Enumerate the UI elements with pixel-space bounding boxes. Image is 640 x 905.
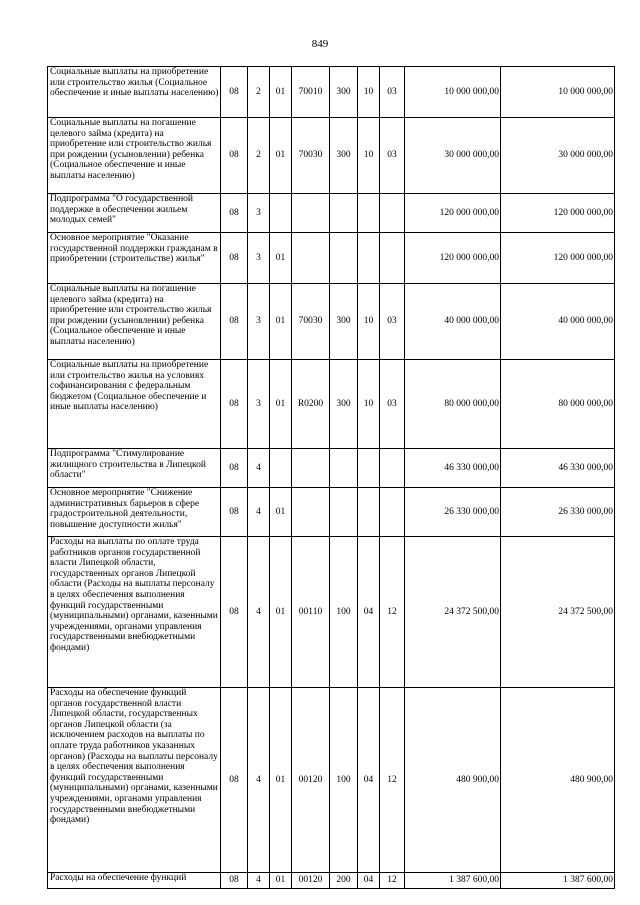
cell-amount-2: 26 330 000,00 <box>501 488 615 537</box>
cell-code-2: 4 <box>248 873 270 889</box>
cell-name: Социальные выплаты на погашение целевого займа (кредита) на приобретение или строительство жилья при рождении (усыновлении) ребенка (Социальное обеспечение и иные выплаты населению) <box>48 284 221 360</box>
cell-amount-2: 80 000 000,00 <box>501 360 615 449</box>
cell-name: Социальные выплаты на погашение целевого займа (кредита) на приобретение или строительство жилья при рождении (усыновлении) ребенка (Социальное обеспечение и иные выплаты населению) <box>48 118 221 194</box>
cell-name: Подпрограмма "Стимулирование жилищного строительства в Липецкой области" <box>48 449 221 488</box>
cell-code-5 <box>330 488 358 537</box>
cell-code-2: 2 <box>248 67 270 118</box>
cell-code-1: 08 <box>221 688 248 873</box>
cell-name: Расходы на обеспечение функций <box>48 873 221 889</box>
cell-code-7 <box>380 233 405 284</box>
cell-code-1: 08 <box>221 194 248 233</box>
cell-amount-2: 1 387 600,00 <box>501 873 615 889</box>
budget-table-body <box>48 67 615 889</box>
cell-code-5: 100 <box>330 537 358 688</box>
cell-code-6: 04 <box>358 873 380 889</box>
cell-code-2: 3 <box>248 360 270 449</box>
page-number: 849 <box>311 38 329 50</box>
cell-code-7 <box>380 488 405 537</box>
cell-amount-2: 480 900,00 <box>501 688 615 873</box>
cell-code-6: 10 <box>358 67 380 118</box>
cell-code-2: 3 <box>248 194 270 233</box>
cell-code-3: 01 <box>270 360 292 449</box>
cell-code-6: 10 <box>358 284 380 360</box>
cell-code-7: 03 <box>380 67 405 118</box>
cell-code-5: 300 <box>330 67 358 118</box>
cell-code-2: 4 <box>248 449 270 488</box>
cell-code-4 <box>292 194 330 233</box>
cell-code-3: 01 <box>270 488 292 537</box>
cell-code-1: 08 <box>221 449 248 488</box>
cell-amount-2: 46 330 000,00 <box>501 449 615 488</box>
table-row <box>48 360 615 449</box>
cell-code-5 <box>330 233 358 284</box>
cell-code-6 <box>358 449 380 488</box>
cell-code-3: 01 <box>270 233 292 284</box>
cell-code-3: 01 <box>270 537 292 688</box>
cell-amount-2: 10 000 000,00 <box>501 67 615 118</box>
cell-code-2: 4 <box>248 688 270 873</box>
cell-code-7 <box>380 194 405 233</box>
cell-code-7: 03 <box>380 118 405 194</box>
cell-amount-2: 40 000 000,00 <box>501 284 615 360</box>
cell-code-1: 08 <box>221 360 248 449</box>
cell-amount-1: 480 900,00 <box>405 688 501 873</box>
table-row <box>48 233 615 284</box>
cell-code-1: 08 <box>221 537 248 688</box>
cell-code-3: 01 <box>270 873 292 889</box>
cell-amount-1: 26 330 000,00 <box>405 488 501 537</box>
cell-code-3 <box>270 194 292 233</box>
cell-amount-1: 10 000 000,00 <box>405 67 501 118</box>
cell-code-6 <box>358 194 380 233</box>
cell-name: Расходы на обеспечение функций органов государственной власти Липецкой области, государственных органов Липецкой области (за исключением расходов на выплаты по оплате труда работников указанных органов) (Расходы на выплаты персоналу в целях обеспечения выполнения функций государственными (муниципальными) органами, казенными учреждениями, органами управления государственными внебюджетными фондами) <box>48 688 221 873</box>
table-row <box>48 194 615 233</box>
cell-name: Социальные выплаты на приобретение или строительство жилья (Социальное обеспечение и иные выплаты населению) <box>48 67 221 118</box>
cell-code-3: 01 <box>270 284 292 360</box>
cell-code-7 <box>380 449 405 488</box>
table-row <box>48 488 615 537</box>
cell-amount-1: 46 330 000,00 <box>405 449 501 488</box>
cell-name: Подпрограмма "О государственной поддержке в обеспечении жильем молодых семей" <box>48 194 221 233</box>
cell-code-3: 01 <box>270 118 292 194</box>
table-row <box>48 688 615 873</box>
cell-amount-2: 120 000 000,00 <box>501 233 615 284</box>
cell-code-6 <box>358 488 380 537</box>
cell-amount-2: 120 000 000,00 <box>501 194 615 233</box>
cell-amount-2: 24 372 500,00 <box>501 537 615 688</box>
table-row <box>48 118 615 194</box>
cell-code-4 <box>292 488 330 537</box>
cell-code-4: 00120 <box>292 873 330 889</box>
cell-amount-1: 40 000 000,00 <box>405 284 501 360</box>
cell-code-7: 12 <box>380 537 405 688</box>
cell-code-5: 200 <box>330 873 358 889</box>
cell-code-3: 01 <box>270 67 292 118</box>
cell-code-4: 70010 <box>292 67 330 118</box>
cell-code-1: 08 <box>221 233 248 284</box>
cell-code-3 <box>270 449 292 488</box>
table-row <box>48 873 615 889</box>
cell-code-4: 00110 <box>292 537 330 688</box>
cell-code-2: 3 <box>248 233 270 284</box>
cell-amount-1: 30 000 000,00 <box>405 118 501 194</box>
cell-code-5: 300 <box>330 118 358 194</box>
cell-code-1: 08 <box>221 67 248 118</box>
cell-code-6: 10 <box>358 118 380 194</box>
cell-amount-1: 120 000 000,00 <box>405 233 501 284</box>
table-row <box>48 449 615 488</box>
cell-code-2: 2 <box>248 118 270 194</box>
cell-code-4: R0200 <box>292 360 330 449</box>
cell-code-1: 08 <box>221 488 248 537</box>
cell-code-7: 12 <box>380 873 405 889</box>
cell-code-2: 4 <box>248 537 270 688</box>
cell-name: Социальные выплаты на приобретение или строительство жилья на условиях софинансирования с федеральным бюджетом (Социальное обеспечение и иные выплаты населению) <box>48 360 221 449</box>
cell-amount-1: 80 000 000,00 <box>405 360 501 449</box>
cell-amount-1: 120 000 000,00 <box>405 194 501 233</box>
cell-code-6 <box>358 233 380 284</box>
cell-code-4: 00120 <box>292 688 330 873</box>
cell-code-6: 10 <box>358 360 380 449</box>
cell-name: Основное мероприятие "Оказание государственной поддержки гражданам в приобретении (строительстве) жилья" <box>48 233 221 284</box>
cell-code-5: 300 <box>330 284 358 360</box>
cell-code-4: 70030 <box>292 284 330 360</box>
cell-code-4 <box>292 449 330 488</box>
table-row <box>48 284 615 360</box>
cell-code-3: 01 <box>270 688 292 873</box>
cell-code-6: 04 <box>358 688 380 873</box>
cell-code-5 <box>330 449 358 488</box>
cell-code-1: 08 <box>221 873 248 889</box>
cell-code-4: 70030 <box>292 118 330 194</box>
table-row <box>48 537 615 688</box>
cell-code-7: 12 <box>380 688 405 873</box>
cell-amount-1: 24 372 500,00 <box>405 537 501 688</box>
cell-code-2: 3 <box>248 284 270 360</box>
cell-code-1: 08 <box>221 284 248 360</box>
cell-name: Расходы на выплаты по оплате труда работников органов государственной власти Липецкой области, государственных органов Липецкой области (Расходы на выплаты персоналу в целях обеспечения выполнения функций государственными (муниципальными) органами, казенными учреждениями, органами управления государственными внебюджетными фондами) <box>48 537 221 688</box>
cell-amount-1: 1 387 600,00 <box>405 873 501 889</box>
table-row <box>48 67 615 118</box>
cell-code-7: 03 <box>380 284 405 360</box>
cell-code-6: 04 <box>358 537 380 688</box>
cell-code-5: 100 <box>330 688 358 873</box>
cell-code-7: 03 <box>380 360 405 449</box>
budget-table <box>47 66 615 889</box>
cell-code-5: 300 <box>330 360 358 449</box>
cell-code-5 <box>330 194 358 233</box>
cell-code-4 <box>292 233 330 284</box>
cell-name: Основное мероприятие "Снижение административных барьеров в сфере градостроительной деятельности, повышение доступности жилья" <box>48 488 221 537</box>
cell-amount-2: 30 000 000,00 <box>501 118 615 194</box>
cell-code-1: 08 <box>221 118 248 194</box>
cell-code-2: 4 <box>248 488 270 537</box>
